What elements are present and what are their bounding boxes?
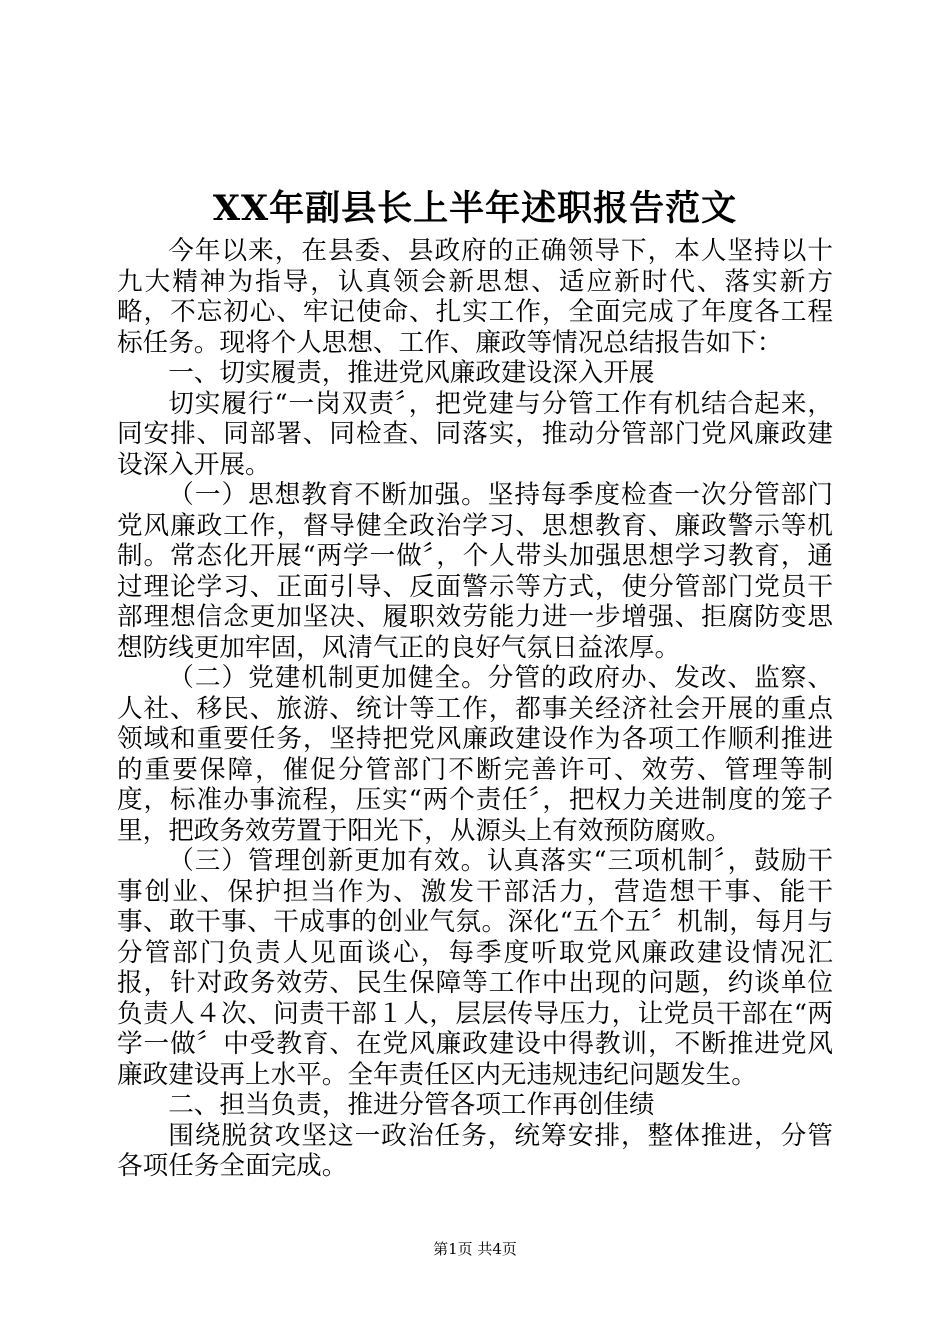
page-footer: 第1页 共4页 [433,1240,517,1258]
paragraph-section-1-item-1: （一）思想教育不断加强。坚持每季度检查一次分管部门党风廉政工作，督导健全政治学习、思想教育、廉政警示等机制。常态化开展“两学一做〞，个人带头加强思想学习教育，通过理论学习、正面引导、反面警示等方式，使分管部门党员干部理想信念更加坚决、履职效劳能力进一步增强、拒腐防变思想防线更加牢固，风清气正的良好气氛日益浓厚。 [117,480,833,663]
paragraph-section-1-item-2: （二）党建机制更加健全。分管的政府办、发改、监察、人社、移民、旅游、统计等工作，都事关经济社会开展的重点领域和重要任务，坚持把党风廉政建设作为各项工作顺利推进的重要保障，催促分管部门不断完善许可、效劳、管理等制度，标准办事流程，压实“两个责任〞，把权力关进制度的笼子里，把政务效劳置于阳光下，从源头上有效预防腐败。 [117,663,833,846]
document-title: XX年副县长上半年述职报告范文 [212,188,738,229]
document-body [117,236,833,1182]
paragraph-intro: 今年以来，在县委、县政府的正确领导下，本人坚持以十九大精神为指导，认真领会新思想、适应新时代、落实新方略，不忘初心、牢记使命、扎实工作，全面完成了年度各工程标任务。现将个人思想、工作、廉政等情况总结报告如下： [117,236,833,358]
section-heading-2: 二、担当负责，推进分管各项工作再创佳绩 [168,1090,655,1120]
paragraph-section-1-item-3: （三）管理创新更加有效。认真落实“三项机制〞，鼓励干事创业、保护担当作为、激发干部活力，营造想干事、能干事、敢干事、干成事的创业气氛。深化“五个五〞机制，每月与分管部门负责人见面谈心，每季度听取党风廉政建设情况汇报，针对政务效劳、民生保障等工作中出现的问题，约谈单位负责人４次、问责干部１人，层层传导压力，让党员干部在“两学一做〞中受教育、在党风廉政建设中得教训，不断推进党风廉政建设再上水平。全年责任区内无违规违纪问题发生。 [117,846,833,1090]
paragraph-section-2-intro: 围绕脱贫攻坚这一政治任务，统筹安排，整体推进，分管各项任务全面完成。 [117,1120,833,1181]
paragraph-section-1-intro: 切实履行“一岗双责〞，把党建与分管工作有机结合起来，同安排、同部署、同检查、同落实，推动分管部门党风廉政建设深入开展。 [117,388,833,480]
section-heading-1: 一、切实履责，推进党风廉政建设深入开展 [168,358,655,388]
